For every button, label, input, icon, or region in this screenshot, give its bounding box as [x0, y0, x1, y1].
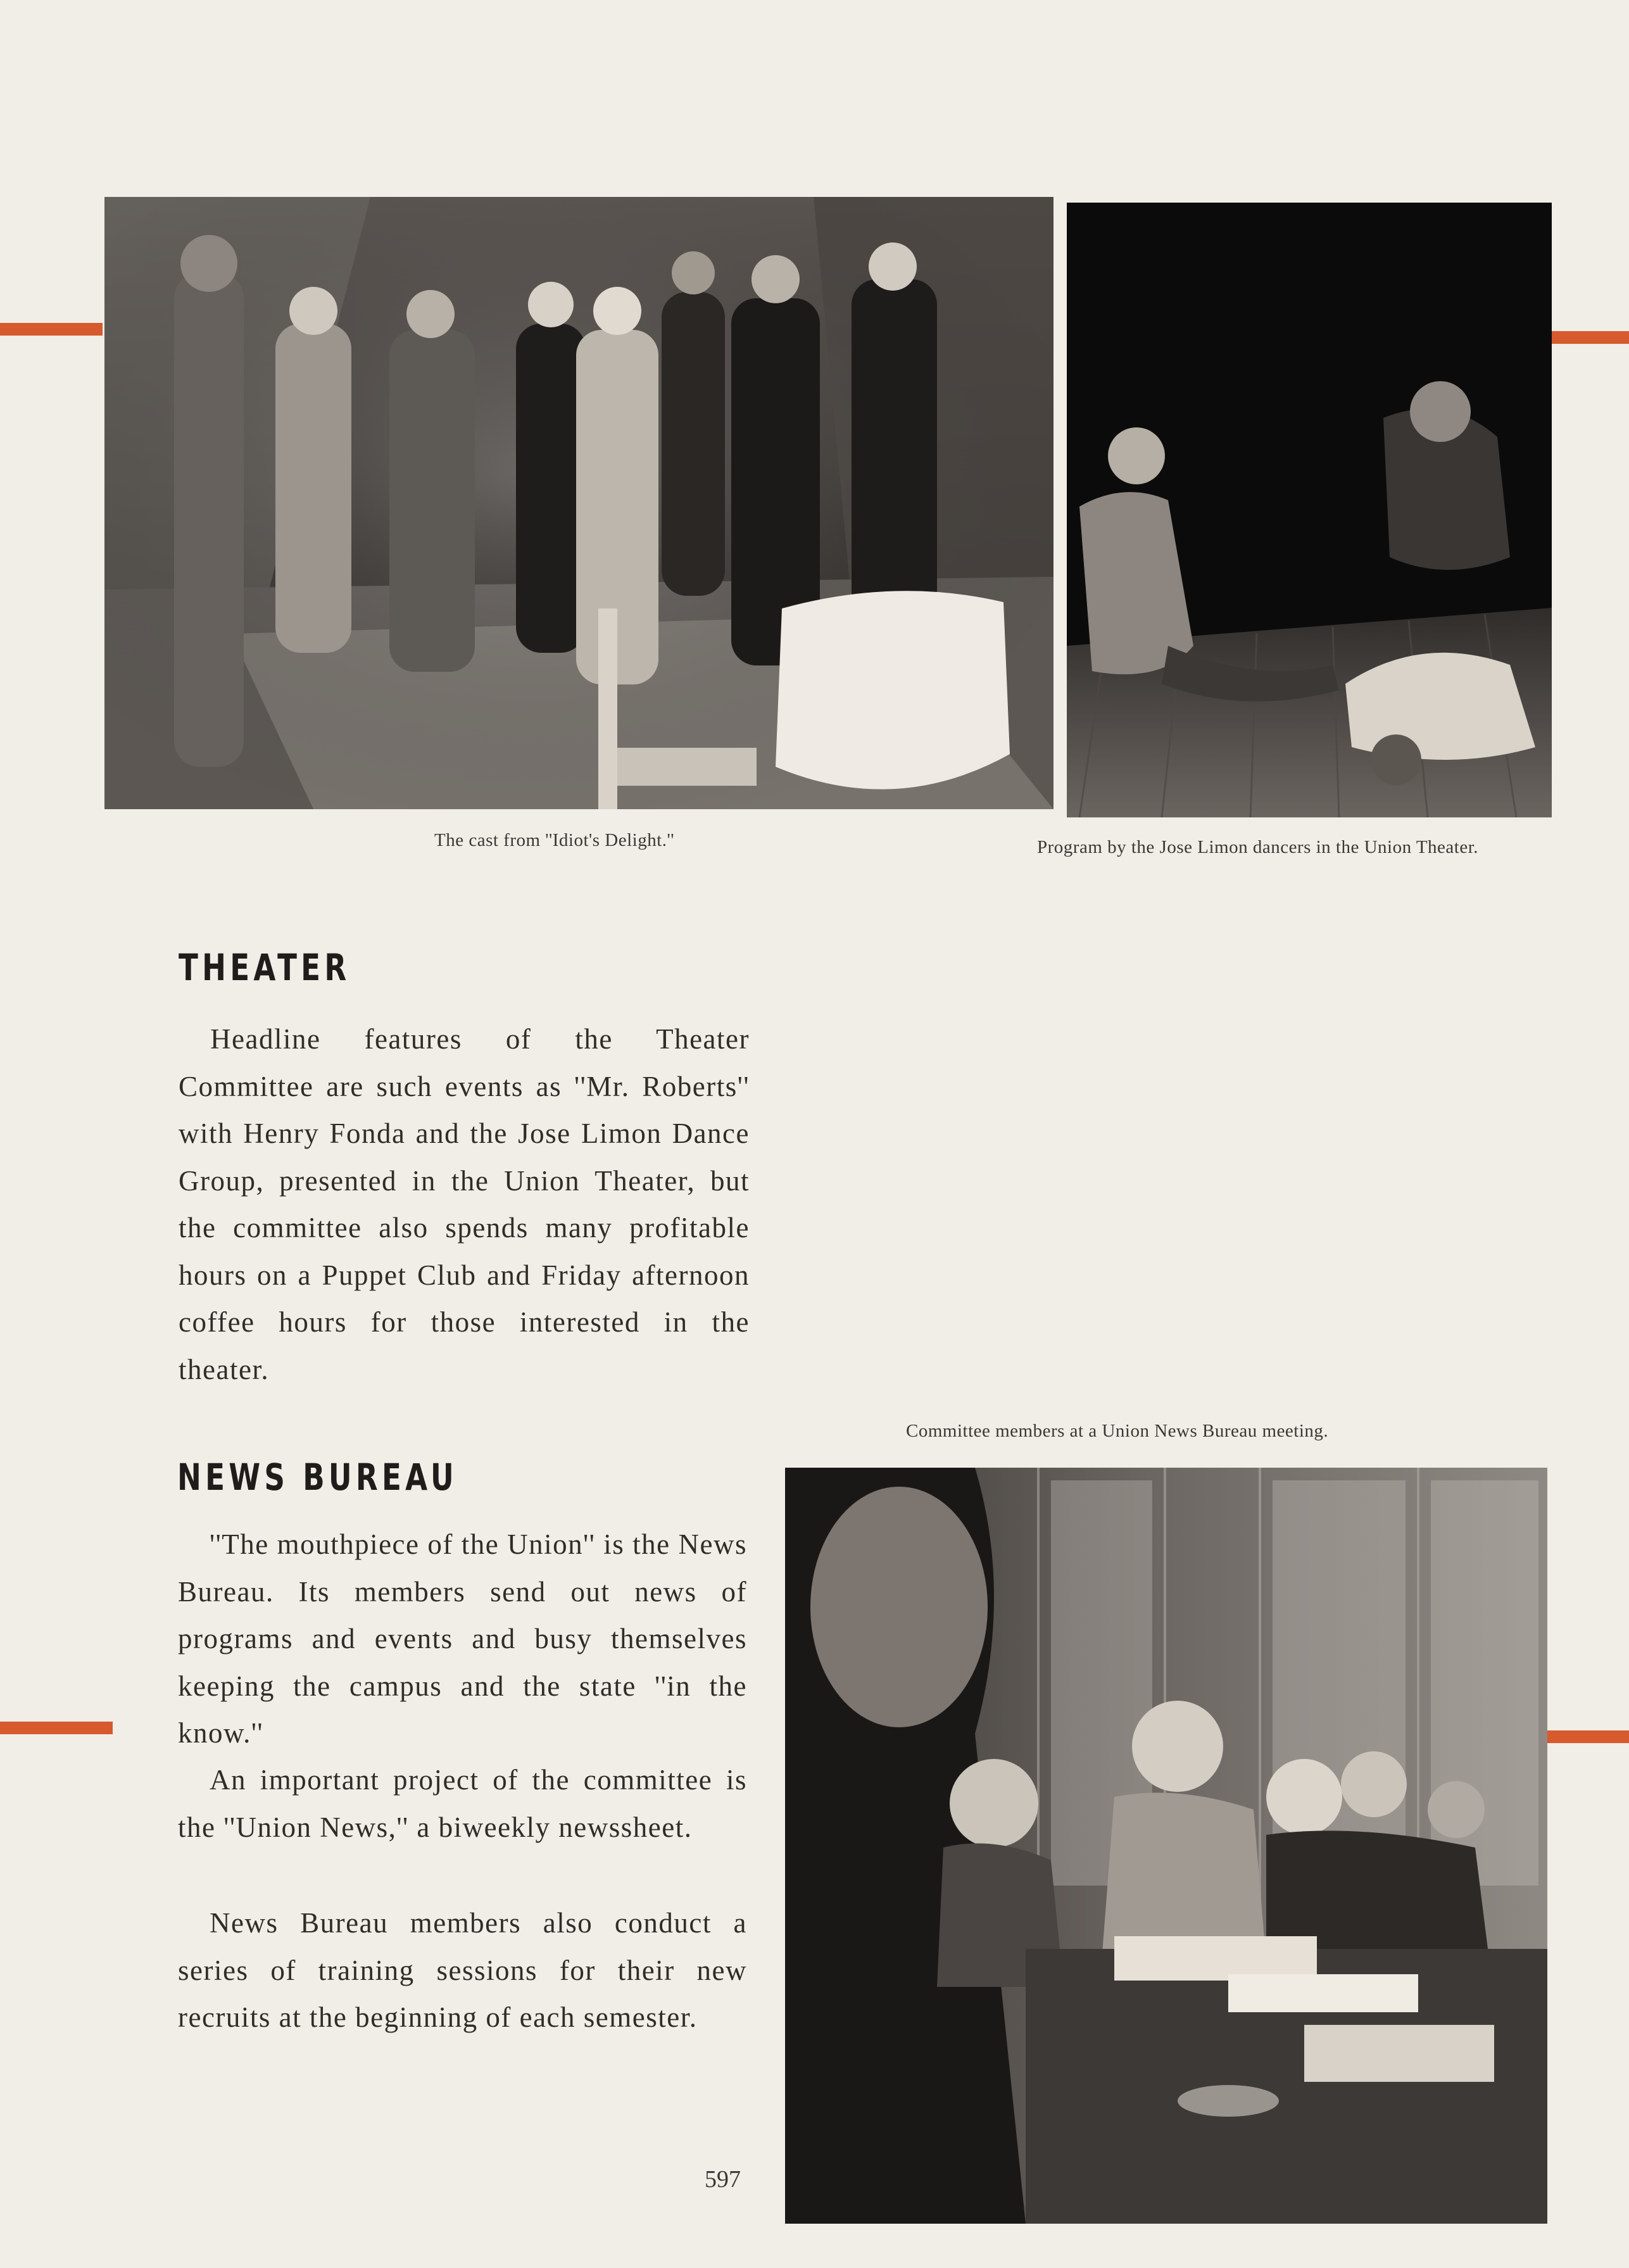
theater-heading: THEATER: [179, 946, 351, 989]
idiots-delight-cast-photo: [104, 197, 1054, 809]
accent-bar-right-bottom: [1547, 1730, 1629, 1743]
limon-dancers-photo: [1067, 203, 1552, 817]
news-bureau-meeting-photo: [785, 1468, 1547, 2224]
news-bureau-meeting-caption: Committee members at a Union News Bureau meeting.: [906, 1421, 1329, 1441]
limon-dancers-caption: Program by the Jose Limon dancers in the Union Theater.: [1037, 837, 1479, 857]
news-bureau-paragraph-3: News Bureau members also conduct a series of training sessions for their new recruits at the beginning of each semester.: [178, 1907, 747, 2033]
page-number: 597: [705, 2166, 741, 2193]
news-bureau-paragraph-1: ''The mouthpiece of the Union'' is the News Bureau. Its members send out news of programs and events and busy themselves keeping the campus and the state ''in the know.'': [178, 1528, 747, 1749]
idiots-delight-caption: The cast from ''Idiot's Delight.'': [434, 830, 674, 850]
accent-bar-right-top: [1552, 331, 1629, 344]
accent-bar-left-bottom: [0, 1722, 113, 1734]
theater-paragraph: Headline features of the Theater Committee are such events as ''Mr. Roberts'' with Henry Fonda and the Jose Limon Dance Group, presented in the Union Theater, but the committee also spends many profitable hours on a Puppet Club and Friday afternoon coffee hours for those interested in the theater.: [179, 1023, 750, 1385]
news-bureau-paragraph-2: An important project of the committee is the ''Union News,'' a biweekly newssheet.: [178, 1764, 747, 1843]
accent-bar-left-top: [0, 323, 103, 336]
news-bureau-heading: NEWS BUREAU: [177, 1456, 458, 1499]
